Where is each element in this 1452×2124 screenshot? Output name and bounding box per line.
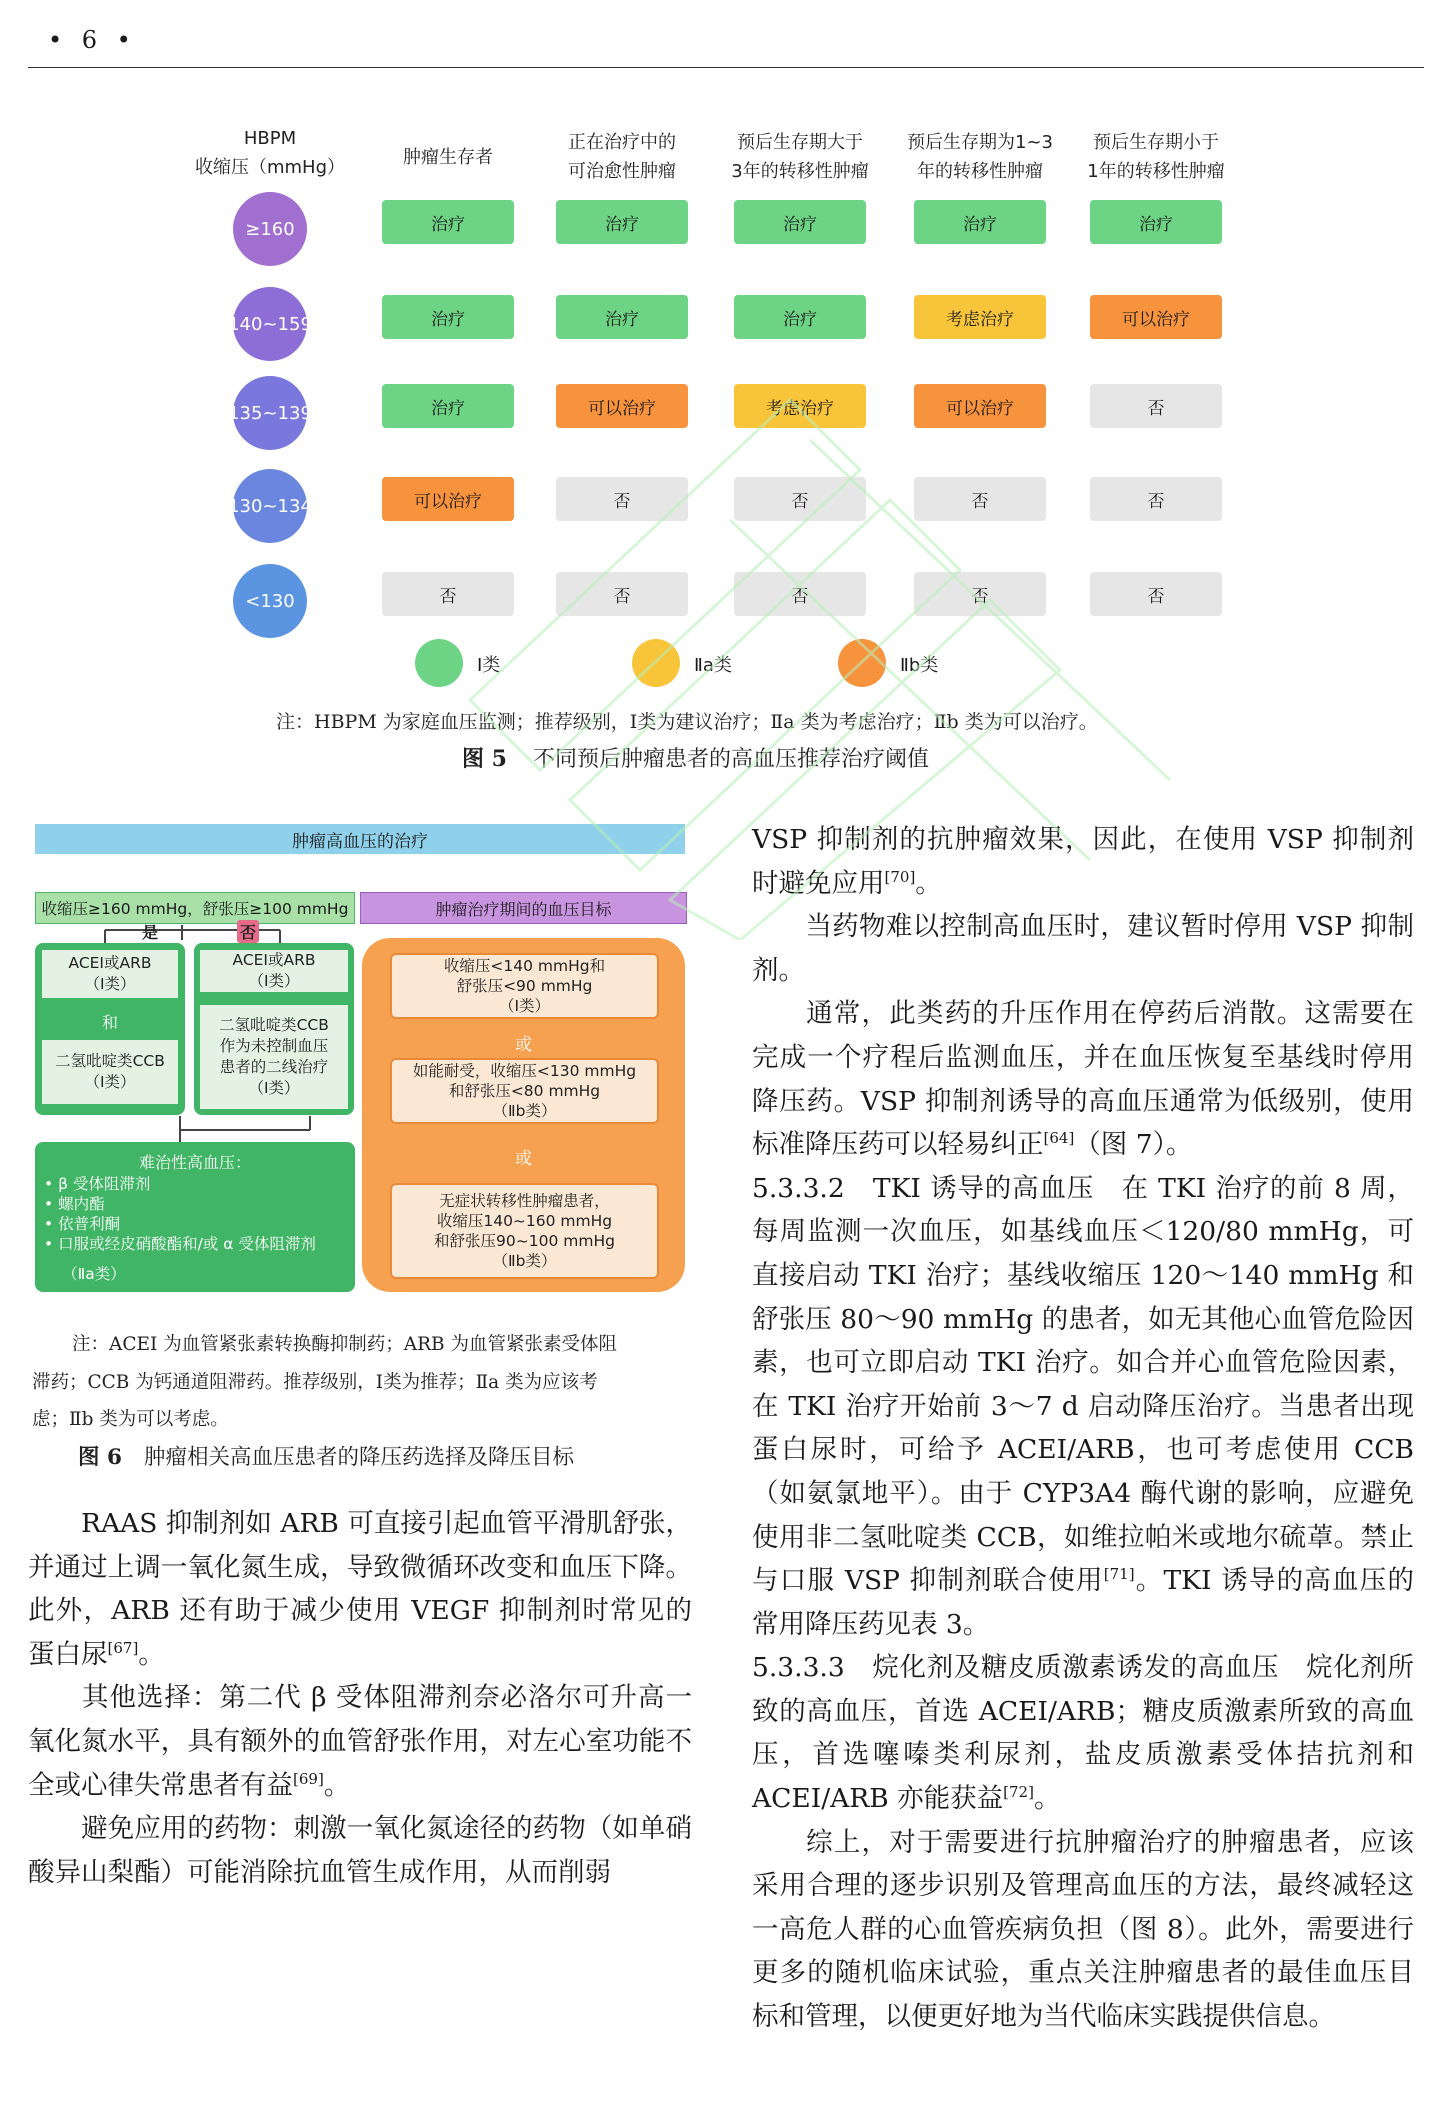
fig6-target-2: 如能耐受，收缩压<130 mmHg 和舒张压<80 mmHg （Ⅱb类） (390, 1058, 659, 1124)
fig5-caption-text: 不同预后肿瘤患者的高血压推荐治疗阈值 (532, 747, 929, 772)
fig6-acei-arb-box-2: ACEI或ARB （Ⅰ类） (200, 950, 348, 992)
fig5-caption-number: 图 5 (462, 746, 507, 772)
fig5-cell: 可以治疗 (1090, 295, 1222, 339)
fig5-bp-header: HBPM 收缩压（mmHg） (194, 128, 346, 178)
fig5-cell: 考虑治疗 (914, 295, 1046, 339)
fig5-bp-level-2: 140~159 (233, 287, 307, 361)
fig6-resistant-item: • 螺内酯 (44, 1195, 105, 1213)
citation: [67] (107, 1638, 139, 1657)
fig6-resistant-item: • 依普利酮 (44, 1215, 121, 1233)
fig5-column-header-5: 预后生存期小于 1年的转移性肿瘤 (1087, 132, 1225, 182)
fig6-and-label: 和 (101, 1013, 118, 1032)
paragraph (752, 1821, 1414, 2039)
paragraph-text: 5.3.3.3 烷化剂及糖皮质激素诱发的高血压 烷化剂所致的高血压，首选 ACEI/ARB；糖皮质激素所致的高血压，首选噻嗪类利尿剂，盐皮质激素受体拮抗剂和 ACEI/ARB 亦能获益 (752, 1652, 1414, 1815)
right-column-text (752, 818, 1414, 2039)
fig5-cell: 否 (914, 572, 1046, 616)
fig5-cell: 否 (1090, 572, 1222, 616)
fig5-cell: 治疗 (556, 295, 688, 339)
fig6-resistant-item: • β 受体阻滞剂 (44, 1175, 151, 1193)
fig6-note (32, 1326, 704, 1439)
fig5-cell: 可以治疗 (914, 384, 1046, 428)
fig6-resistant-list (44, 1174, 354, 1254)
fig5-column-header-3: 预后生存期大于 3年的转移性肿瘤 (731, 132, 869, 182)
paragraph-text: 综上，对于需要进行抗肿瘤治疗的肿瘤患者，应该采用合理的逐步识别及管理高血压的方法，最终减轻这一高危人群的心血管疾病负担（图 8）。此外，需要进行更多的随机临床试验，重点关注肿瘤患者的最佳血压目标和管理，以便更好地为当代临床实践提供信息。 (752, 1826, 1414, 2033)
fig5-cell: 否 (914, 477, 1046, 521)
header-rule (28, 67, 1424, 68)
fig5-cell: 否 (734, 572, 866, 616)
paragraph-text: 通常，此类药的升压作用在停药后消散。这需要在完成一个疗程后监测血压，并在血压恢复至基线时停用降压药。VSP 抑制剂诱导的高血压通常为低级别，使用标准降压药可以轻易纠正 (752, 998, 1414, 1161)
fig6-caption (78, 1440, 718, 1471)
fig5-cell: 治疗 (382, 384, 514, 428)
fig5-legend-label: Ⅱa类 (694, 655, 732, 676)
fig6-or-2: 或 (515, 1149, 532, 1169)
page-number: • 6 • (48, 26, 137, 54)
paragraph-text: 其他选择：第二代 β 受体阻滞剂奈必洛尔可升高一氧化氮水平，具有额外的血管舒张作用，对左心室功能不全或心律失常患者有益 (28, 1682, 692, 1801)
fig5-cell: 可以治疗 (382, 477, 514, 521)
fig6-right-header: 肿瘤治疗期间的血压目标 (360, 892, 687, 924)
citation: [71] (1103, 1565, 1135, 1584)
paragraph-text: 5.3.3.2 TKI 诱导的高血压 在 TKI 治疗的前 8 周，每周监测一次血压，如基线血压＜120/80 mmHg，可直接启动 TKI 治疗；基线收缩压 120～140 mmHg 和舒张压 80～90 mmHg 的患者，如无其他心血管危险因素，也可立即启动 TKI 治疗。如合并心血管危险因素，在 TKI 治疗开始前 3～7 d 启动降压治疗。当患者出现蛋白尿时，可给予 ACEI/ARB，也可考虑使用 CCB（如氨氯地平）。由于 CYP3A4 酶代谢的影响，应避免使用非二氢吡啶类 CCB，如维拉帕米或地尔硫䓬。禁止与口服 VSP 抑制剂联合使用 (752, 1172, 1414, 1597)
fig6-no-label: 否 (237, 920, 259, 943)
fig6-title: 肿瘤高血压的治疗 (35, 824, 685, 854)
paragraph-tail: 。 (323, 1769, 351, 1801)
fig5-column-header-2: 正在治疗中的 可治愈性肿瘤 (568, 132, 676, 182)
fig5-cell: 可以治疗 (556, 384, 688, 428)
fig5-legend-label: Ⅱb类 (900, 655, 939, 676)
paragraph-text: RAAS 抑制剂如 ARB 可直接引起血管平滑肌舒张，并通过上调一氧化氮生成，导致微循环改变和血压下降。此外，ARB 还有助于减少使用 VEGF 抑制剂时常见的蛋白尿 (28, 1508, 692, 1670)
fig5-cell: 否 (734, 477, 866, 521)
paragraph-text: 避免应用的药物：刺激一氧化氮途径的药物（如单硝酸异山梨酯）可能消除抗血管生成作用，从而削弱 (28, 1813, 692, 1888)
fig6-resistant-item: • 口服或经皮硝酸酯和/或 α 受体阻滞剂 (44, 1235, 316, 1253)
paragraph (28, 1807, 692, 1894)
fig5-bp-level-5: <130 (233, 564, 307, 638)
watermark-logo (430, 380, 1190, 940)
paragraph (752, 1167, 1414, 1647)
fig5-cell: 否 (1090, 384, 1222, 428)
paragraph-text: 当药物难以控制高血压时，建议暂时停用 VSP 抑制剂。 (752, 911, 1414, 986)
fig5-cell: 治疗 (556, 200, 688, 244)
fig5-bp-level-3: 135~139 (233, 376, 307, 450)
left-column-text (28, 1502, 692, 1894)
fig6-caption-number: 图 6 (78, 1445, 122, 1470)
paragraph-tail: 。 (915, 867, 942, 899)
fig6-target-1: 收缩压<140 mmHg和 舒张压<90 mmHg （Ⅰ类） (390, 953, 659, 1019)
paragraph-text: VSP 抑制剂的抗肿瘤效果，因此，在使用 VSP 抑制剂时避免应用 (752, 824, 1414, 899)
paragraph (752, 1646, 1414, 1820)
paragraph-tail: 。 (138, 1638, 165, 1670)
paragraph (28, 1502, 692, 1676)
fig5-cell: 治疗 (734, 200, 866, 244)
paragraph (28, 1676, 692, 1807)
paragraph-tail: （图 7）。 (1074, 1129, 1193, 1161)
fig5-legend-label: Ⅰ类 (477, 655, 501, 676)
fig6-caption-text: 肿瘤相关高血压患者的降压药选择及降压目标 (143, 1445, 574, 1470)
fig5-column-header-4: 预后生存期为1~3 年的转移性肿瘤 (907, 132, 1053, 182)
paragraph-tail: 。TKI 诱导的高血压的常用降压药见表 3。 (752, 1565, 1414, 1640)
fig6-ccb-second-line-box: 二氢吡啶类CCB 作为未控制血压 患者的二线治疗 （Ⅰ类） (200, 1005, 348, 1109)
fig5-cell: 治疗 (734, 295, 866, 339)
fig6-resistant-class: （Ⅱa类） (62, 1265, 126, 1283)
citation: [69] (293, 1769, 324, 1788)
fig5-cell: 治疗 (382, 295, 514, 339)
fig6-target-3: 无症状转移性肿瘤患者， 收缩压140~160 mmHg 和舒张压90~100 mmHg （Ⅱb类） (390, 1183, 659, 1279)
fig6-note-line: 滞药；CCB 为钙通道阻滞药。推荐级别，Ⅰ类为推荐；Ⅱa 类为应该考 (32, 1371, 598, 1393)
fig5-cell: 否 (556, 477, 688, 521)
paragraph (752, 992, 1414, 1166)
fig5-cell: 治疗 (914, 200, 1046, 244)
fig6-or-1: 或 (515, 1035, 532, 1055)
fig5-cell: 否 (382, 572, 514, 616)
fig5-cell: 否 (556, 572, 688, 616)
fig6-left-header: 收缩压≥160 mmHg，舒张压≥100 mmHg (35, 892, 355, 924)
fig6-note-line: 注：ACEI 为血管紧张素转换酶抑制药；ARB 为血管紧张素受体阻 (72, 1334, 617, 1355)
fig5-bp-level-1: ≥160 (233, 192, 307, 266)
fig5-bp-level-4: 130~134 (233, 469, 307, 543)
fig6-acei-arb-box: ACEI或ARB （Ⅰ类） (42, 950, 178, 998)
citation: [70] (884, 867, 916, 886)
fig5-cell: 治疗 (1090, 200, 1222, 244)
fig6-yes-label: 是 (142, 923, 159, 942)
fig5-cell: 否 (1090, 477, 1222, 521)
fig6-resistant-title: 难治性高血压： (138, 1153, 251, 1172)
fig6-ccb-box: 二氢吡啶类CCB （Ⅰ类） (42, 1040, 178, 1104)
fig5-cell: 考虑治疗 (734, 384, 866, 428)
citation: [72] (1003, 1783, 1034, 1802)
fig5-note: 注：HBPM 为家庭血压监测；推荐级别，Ⅰ类为建议治疗；Ⅱa 类为考虑治疗；Ⅱb 类为可以治疗。 (276, 711, 1098, 733)
fig5-cell: 治疗 (382, 200, 514, 244)
citation: [64] (1043, 1129, 1075, 1148)
fig5-column-header-1: 肿瘤生存者 (403, 147, 493, 168)
paragraph-tail: 。 (1033, 1783, 1061, 1815)
fig6-note-line: 虑；Ⅱb 类为可以考虑。 (32, 1409, 229, 1430)
